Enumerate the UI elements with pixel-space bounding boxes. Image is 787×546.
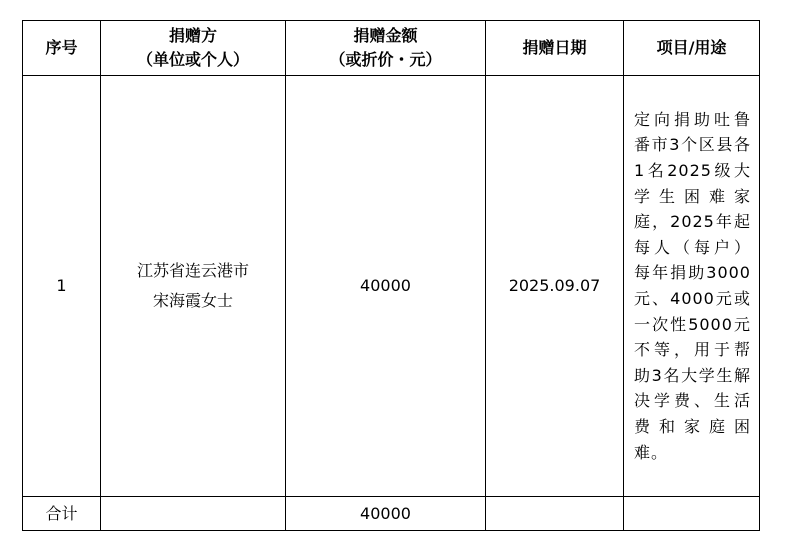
donor-location: 江苏省连云港市: [136, 261, 249, 280]
header-donor: [101, 21, 286, 76]
header-date: 捐赠日期: [486, 21, 624, 76]
header-amount-title: 捐赠金额: [353, 26, 418, 45]
header-donor-title: 捐赠方: [168, 26, 217, 45]
total-row: [23, 497, 760, 531]
header-amount-subtitle: （或折价・元）: [329, 50, 442, 69]
total-purpose-empty: [624, 497, 760, 531]
header-purpose: 项目/用途: [624, 21, 760, 76]
donor-name: 宋海霞女士: [152, 291, 233, 310]
header-amount: [286, 21, 486, 76]
total-donor-empty: [101, 497, 286, 531]
header-row: [23, 21, 760, 76]
total-amount: 40000: [286, 497, 486, 531]
donation-table: [22, 20, 760, 531]
cell-purpose: 定向捐助吐鲁番市3个区县各1名2025级大学生困难家庭，2025年起每人（每户）每年捐助3000元、4000元或一次性5000元不等，用于帮助3名大学生解决学费、生活费和家庭困难。: [624, 76, 760, 497]
cell-amount: 40000: [286, 76, 486, 497]
header-donor-subtitle: （单位或个人）: [136, 50, 249, 69]
total-date-empty: [486, 497, 624, 531]
cell-seq: 1: [23, 76, 101, 497]
header-seq: 序号: [23, 21, 101, 76]
cell-date: 2025.09.07: [486, 76, 624, 497]
total-label: 合计: [23, 497, 101, 531]
table-row: [23, 76, 760, 497]
cell-donor: [101, 76, 286, 497]
